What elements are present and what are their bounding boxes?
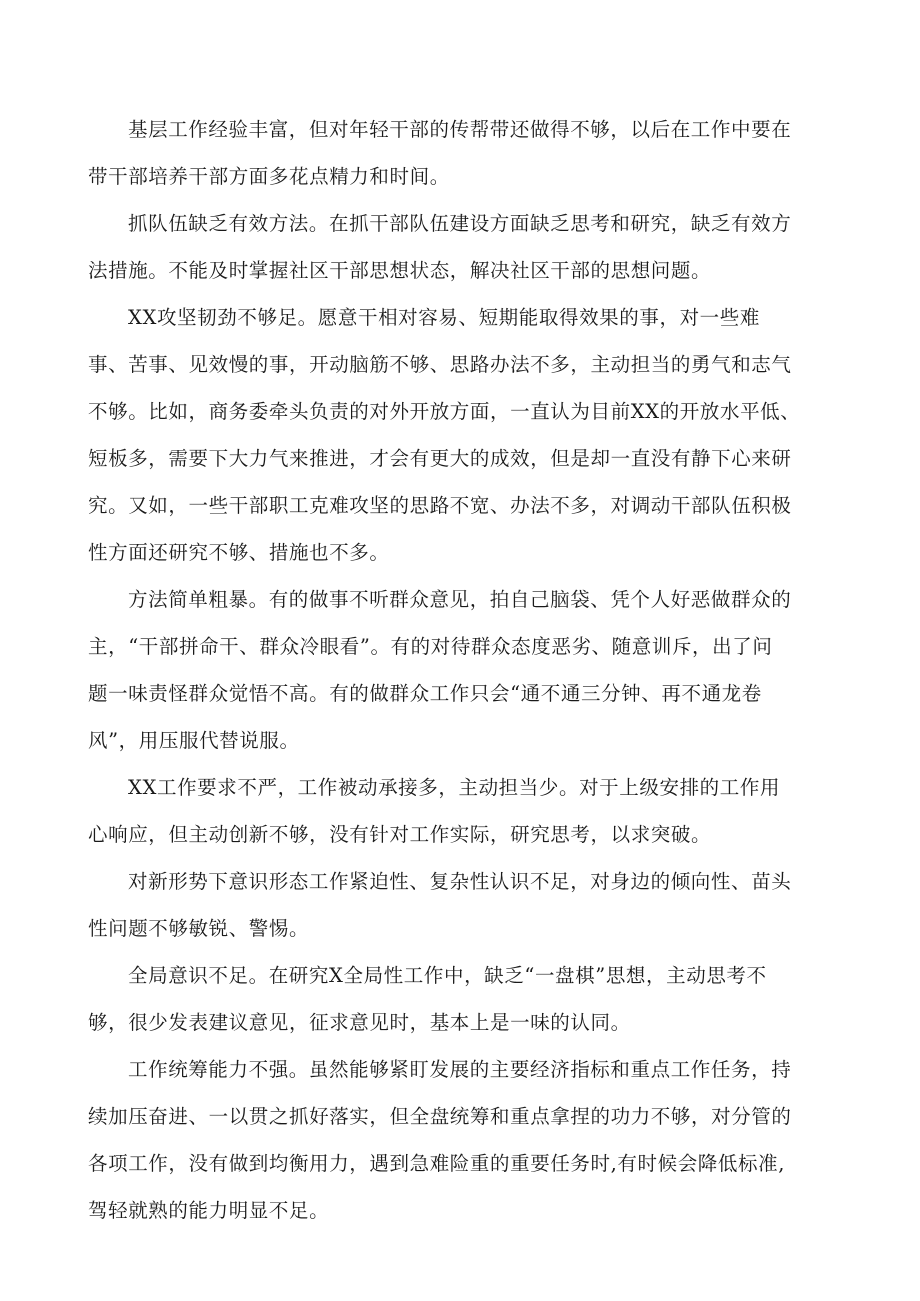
paragraph-line: 抓队伍缺乏有效方法。在抓干部队伍建设方面缺乏思考和研究，缺乏有效方 <box>128 212 792 235</box>
paragraph-line: 全局意识不足。在研究X全局性工作中，缺乏“一盘棋”思想，主动思考不 <box>128 964 767 987</box>
paragraph-line: 工作统筹能力不强。虽然能够紧盯发展的主要经济指标和重点工作任务，持 <box>128 1058 792 1081</box>
paragraph-line: 题一味责怪群众觉悟不高。有的做群众工作只会“通不通三分钟、再不通龙卷 <box>88 682 762 705</box>
paragraph-4 <box>88 576 858 764</box>
paragraph-line: 风”，用压服代替说服。 <box>88 729 300 752</box>
paragraph-line: 短板多，需要下大力气来推进，才会有更大的成效，但是却一直没有静下心来研 <box>88 447 792 470</box>
paragraph-line: 法措施。不能及时掌握社区干部思想状态，解决社区干部的思想问题。 <box>88 259 712 282</box>
paragraph-line: XX工作要求不严，工作被动承接多，主动担当少。对于上级安排的工作用 <box>128 776 781 799</box>
paragraph-line: 基层工作经验丰富，但对年轻干部的传帮带还做得不够，以后在工作中要在 <box>128 118 792 141</box>
paragraph-line: 各项工作，没有做到均衡用力，遇到急难险重的重要任务时,有时候会降低标准, <box>88 1152 785 1175</box>
paragraph-line: 事、苦事、见效慢的事，开动脑筋不够、思路办法不多，主动担当的勇气和志气 <box>88 353 792 376</box>
paragraph-line: 方法简单粗暴。有的做事不听群众意见，拍自己脑袋、凭个人好恶做群众的 <box>128 588 792 611</box>
paragraph-2 <box>88 200 858 294</box>
paragraph-line: 究。又如，一些干部职工克难攻坚的思路不宽、办法不多，对调动干部队伍积极 <box>88 494 792 517</box>
paragraph-3 <box>88 294 858 576</box>
paragraph-line: 不够。比如，商务委牵头负责的对外开放方面，一直认为目前XX的开放水平低、 <box>88 400 801 423</box>
paragraph-line: 够，很少发表建议意见，征求意见时，基本上是一味的认同。 <box>88 1011 631 1034</box>
paragraph-5 <box>88 764 858 858</box>
paragraph-line: 心响应，但主动创新不够，没有针对工作实际，研究思考，以求突破。 <box>88 823 712 846</box>
paragraph-line: XX攻坚韧劲不够足。愿意干相对容易、短期能取得效果的事，对一些难 <box>128 306 760 329</box>
paragraph-6 <box>88 858 858 952</box>
paragraph-7 <box>88 952 858 1046</box>
paragraph-line: 续加压奋进、一以贯之抓好落实，但全盘统筹和重点拿捏的功力不够，对分管的 <box>88 1105 792 1128</box>
paragraph-line: 驾轻就熟的能力明显不足。 <box>88 1199 330 1222</box>
paragraph-line: 性问题不够敏锐、警惕。 <box>88 917 310 940</box>
paragraph-line: 带干部培养干部方面多花点精力和时间。 <box>88 165 450 188</box>
document-body <box>88 106 858 1234</box>
paragraph-8 <box>88 1046 858 1234</box>
paragraph-line: 对新形势下意识形态工作紧迫性、复杂性认识不足，对身边的倾向性、苗头 <box>128 870 792 893</box>
paragraph-1 <box>88 106 858 200</box>
paragraph-line: 主，“干部拼命干、群众冷眼看”。有的对待群众态度恶劣、随意训斥，出了问 <box>88 635 773 658</box>
paragraph-line: 性方面还研究不够、措施也不多。 <box>88 541 390 564</box>
